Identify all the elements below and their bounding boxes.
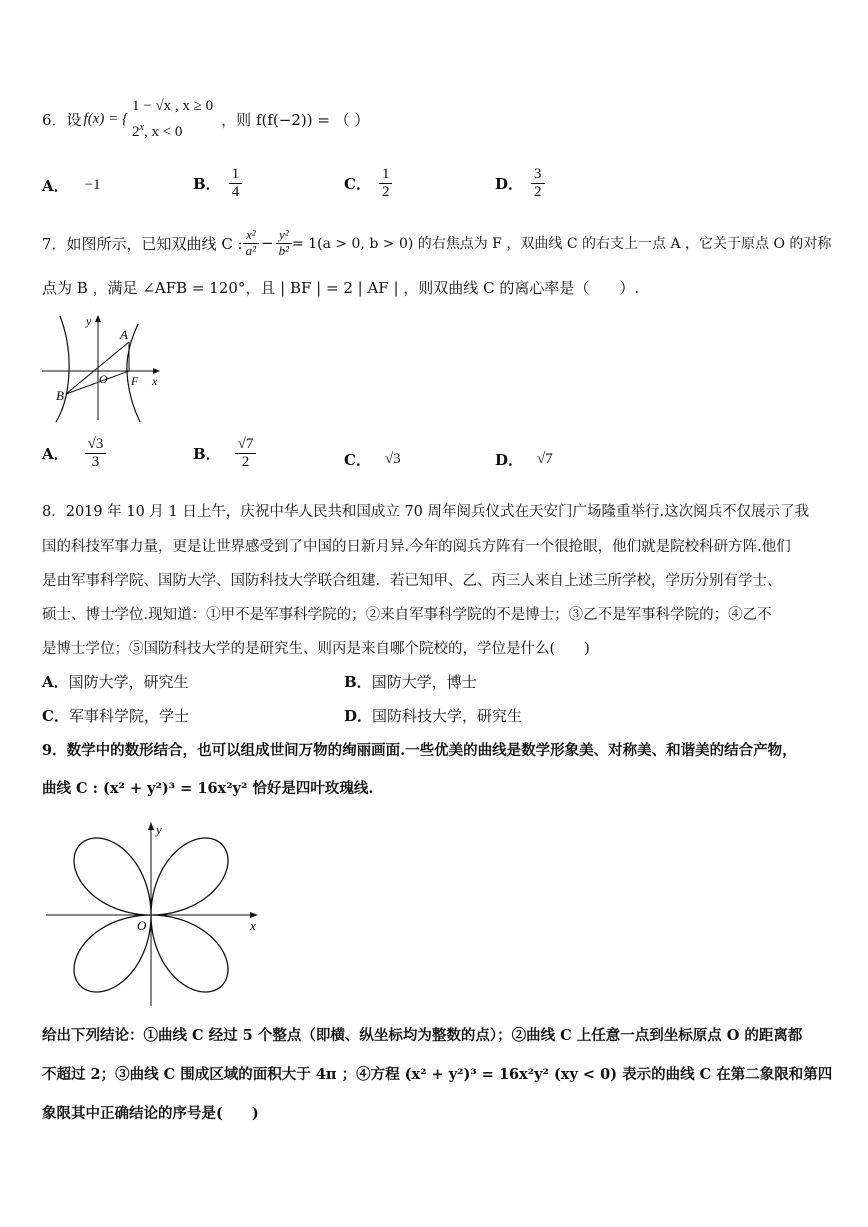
- option-text: 国防科技大学，研究生: [372, 707, 523, 725]
- fraction-num: √7: [235, 436, 257, 454]
- q9-conclusion-line-1: 给出下列结论：①曲线 C 经过 5 个整点（即横、纵坐标均为整数的点）；②曲线 C 上任意一点到坐标原点 O 的距离都: [42, 1027, 803, 1044]
- option-value: √3: [384, 451, 401, 467]
- option-label: C．: [344, 174, 371, 193]
- q6-case2-base: 2: [131, 123, 140, 140]
- option-fraction: [379, 166, 393, 200]
- q8-line-5: 是博士学位；⑤国防科技大学的是研究生、则丙是来自哪个院校的，学位是什么( ): [42, 641, 590, 657]
- label-x: x: [250, 918, 256, 933]
- hyperbola-left-branch: [56, 316, 69, 422]
- hyperbola-right-branch: [127, 324, 140, 422]
- fraction-num: √3: [85, 436, 107, 454]
- fraction-den: 4: [231, 183, 240, 200]
- option-value: −1: [84, 177, 101, 193]
- fraction-den: b²: [278, 242, 290, 258]
- option-label: A．: [42, 444, 69, 463]
- q7-frac-x: [243, 228, 259, 258]
- y-axis-arrow: [95, 315, 101, 322]
- q8-line-1: 8．2019 年 10 月 1 日上午，庆祝中华人民共和国成立 70 周年阅兵仪式在天安门广场隆重举行.这次阅兵不仅展示了我: [42, 504, 810, 520]
- q7-option-d[interactable]: [495, 449, 553, 470]
- label-y: y: [156, 822, 162, 837]
- q7-option-a[interactable]: [42, 436, 106, 470]
- q7-option-b[interactable]: [193, 436, 256, 470]
- q7-option-c[interactable]: [344, 449, 401, 470]
- option-label: B．: [193, 444, 221, 463]
- q6-option-c[interactable]: [344, 166, 392, 200]
- fraction-den: 2: [534, 183, 542, 200]
- q9-line-2: 曲线 C : (x² + y²)³ = 16x²y² 恰好是四叶玫瑰线.: [42, 780, 374, 797]
- q9-conclusion-line-2: 不超过 2；③曲线 C 围成区域的面积大于 4π ；④方程 (x² + y²)³ = 16x²y² (xy < 0) 表示的曲线 C 在第二象限和第四: [42, 1066, 833, 1083]
- q6-case2-rest: , x < 0: [143, 123, 183, 140]
- y-axis-arrow: [148, 822, 154, 830]
- q9-rose-curve-figure: [44, 818, 266, 1008]
- q6-option-a[interactable]: [42, 175, 101, 196]
- option-label: B．: [344, 673, 372, 691]
- fraction-num: 3: [531, 166, 545, 184]
- fraction-den: 3: [91, 453, 100, 470]
- fraction-num: 1: [379, 166, 393, 184]
- label-o: O: [99, 372, 108, 386]
- q7-line1: [42, 221, 831, 265]
- fraction-num: 1: [229, 166, 243, 184]
- q9-conclusion-line-3: 象限其中正确结论的序号是( ): [42, 1105, 259, 1122]
- label-f: F: [131, 374, 139, 388]
- q8-option-c[interactable]: [42, 705, 189, 726]
- option-label: C．: [344, 451, 371, 469]
- q7-line1-suffix: = 1(a > 0, b > 0) 的右焦点为 F ，双曲线 C 的右支上一点 A ，它关于原点 O 的对称: [292, 236, 832, 252]
- q7-hyperbola-figure: [40, 312, 165, 424]
- q6-fx: f(x) = {: [83, 110, 128, 127]
- option-text: 国防大学，博士: [371, 673, 477, 691]
- q9-line-1: 9．数学中的数形结合，也可以组成世间万物的绚丽画面.一些优美的曲线是数学形象美、对称美、和谐美的结合产物，: [42, 742, 797, 759]
- option-text: 军事科学院，学士: [68, 707, 189, 725]
- fraction-den: 2: [381, 183, 390, 200]
- option-fraction: [85, 436, 107, 470]
- option-label: A．: [42, 177, 69, 195]
- q6-case2: [132, 117, 213, 143]
- option-label: D．: [344, 707, 373, 725]
- q7-minus: −: [261, 234, 274, 252]
- fraction-num: x²: [243, 228, 259, 243]
- label-o: O: [137, 918, 147, 933]
- q8-option-d[interactable]: [344, 705, 522, 726]
- q6-case1: 1 − √x , x ≥ 0: [131, 97, 214, 114]
- q8-line-2: 国的科技军事力量，更是让世界感受到了中国的日新月异.今年的阅兵方阵有一个很抢眼，他们就是院校科研方阵.他们: [42, 539, 791, 555]
- q7-line1-prefix: 7．如图所示，已知双曲线 C :: [42, 234, 243, 253]
- q8-option-a[interactable]: [42, 671, 189, 692]
- q6-case2-exp: x: [139, 121, 144, 133]
- option-value: √7: [537, 451, 553, 467]
- q6-option-d[interactable]: [495, 166, 545, 200]
- fraction-num: y²: [276, 228, 292, 243]
- fraction-den: 2: [241, 453, 250, 470]
- label-x: x: [152, 374, 158, 388]
- label-y: y: [86, 314, 92, 328]
- q7-frac-y: [276, 228, 292, 258]
- q6-stem: [42, 96, 369, 142]
- option-label: C．: [42, 707, 69, 725]
- label-b: B: [56, 388, 64, 403]
- q8-line-3: 是由军事科学院、国防大学、国防科技大学联合组建．若已知甲、乙、丙三人来自上述三所学校，学历分别有学士、: [42, 573, 782, 589]
- option-label: D．: [495, 174, 524, 193]
- option-fraction: [229, 166, 243, 200]
- option-text: 国防大学，研究生: [68, 673, 189, 691]
- q8-option-b[interactable]: [344, 671, 477, 692]
- option-label: A．: [42, 673, 69, 691]
- option-fraction: [235, 436, 257, 470]
- fraction-den: a²: [245, 242, 257, 258]
- q6-prefix: 6．设: [42, 110, 82, 129]
- q8-line-4: 硕士、博士学位.现知道：①甲不是军事科学院的；②来自军事科学院的不是博士；③乙不是军事科学院的；④乙不: [42, 607, 772, 623]
- option-label: D．: [495, 451, 524, 469]
- q6-cases: [132, 96, 213, 143]
- q6-suffix: ，则 f(f(−2)) = （ ）: [221, 110, 370, 129]
- option-fraction: [531, 166, 545, 200]
- label-a: A: [120, 327, 128, 342]
- q7-line2: 点为 B ，满足 ∠AFB = 120°，且 | BF | = 2 | AF | ，则双曲线 C 的离心率是（ ）.: [42, 279, 640, 297]
- option-label: B．: [193, 174, 221, 193]
- q6-option-b[interactable]: [193, 166, 242, 200]
